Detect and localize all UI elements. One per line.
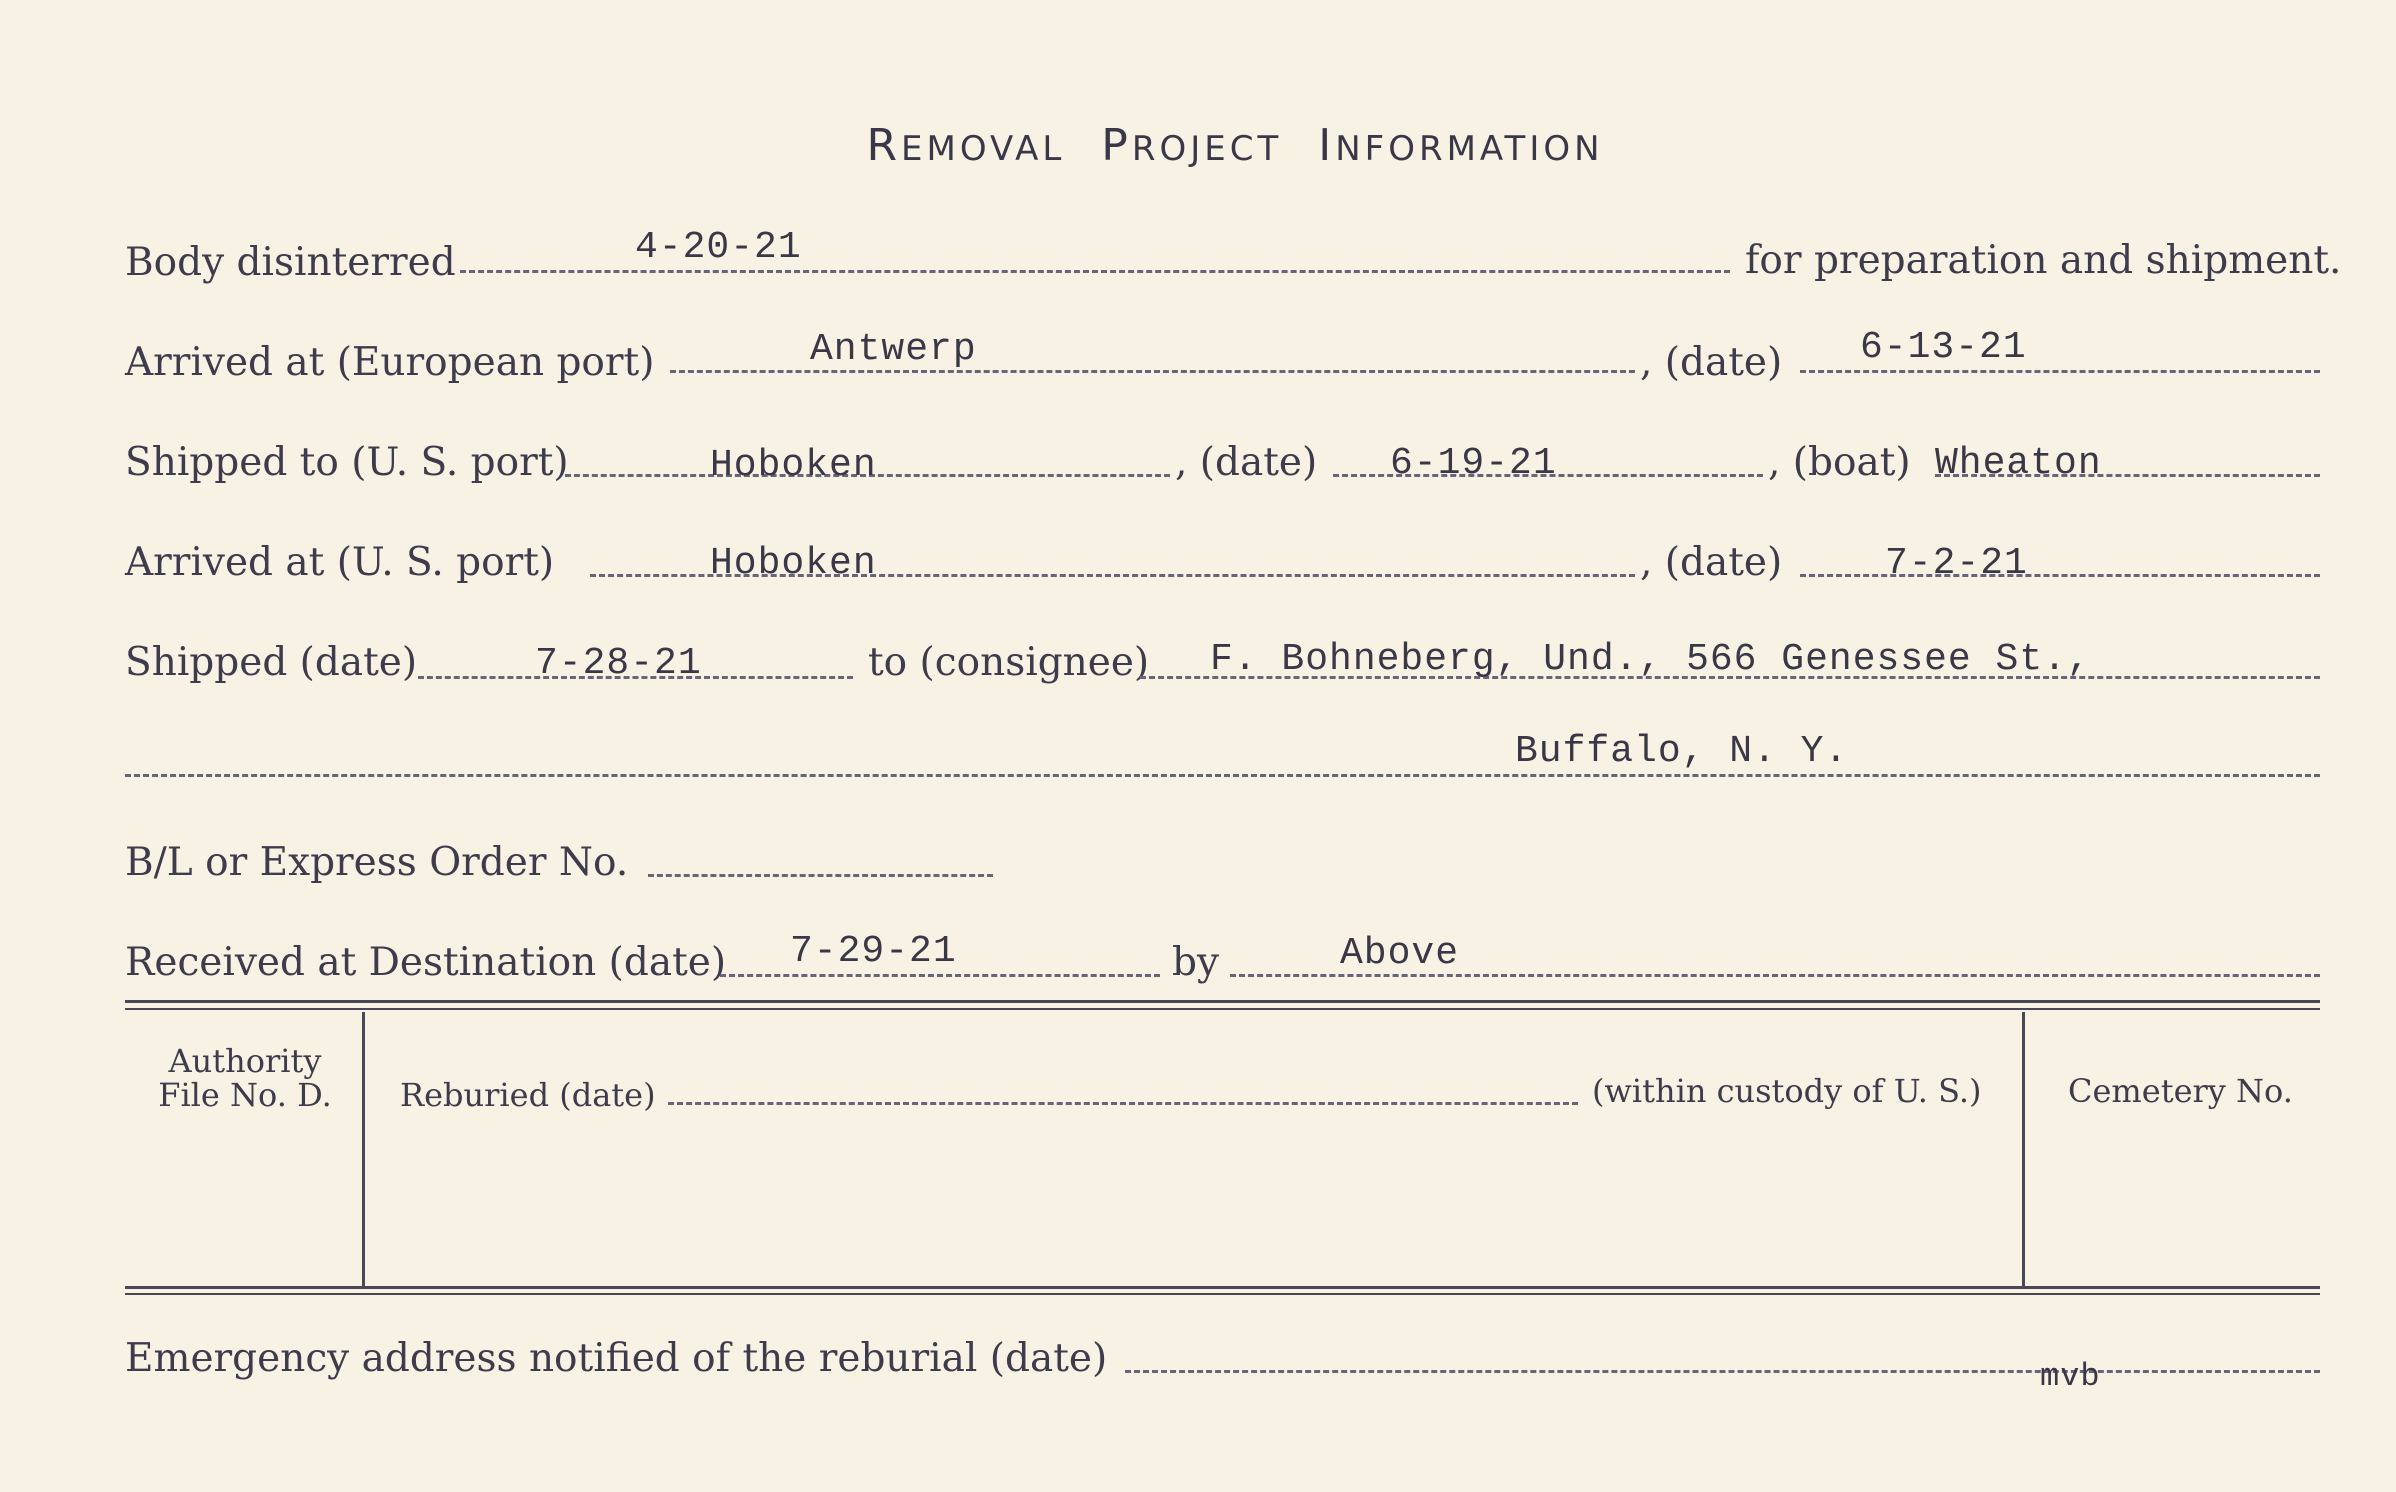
- body-disinterred-date: 4-20-21: [635, 226, 802, 269]
- shipped-date-value: 6-19-21: [1390, 442, 1557, 485]
- european-arrival-date-label: , (date): [1640, 340, 1783, 385]
- us-arrival-date: 7-2-21: [1885, 542, 2028, 585]
- reburied-label: Reburied (date): [400, 1076, 656, 1114]
- consignee-value: F. Bohneberg, Und., 566 Genessee St.,: [1210, 638, 2091, 681]
- box-divider-left: [362, 1012, 365, 1286]
- box-bottom-rule-2: [125, 1293, 2320, 1295]
- european-arrival-date: 6-13-21: [1860, 326, 2027, 369]
- european-arrival-date-line: [1800, 370, 2320, 373]
- received-date-line: [720, 974, 1160, 977]
- us-arrival-date-line: [1800, 574, 2320, 577]
- received-date: 7-29-21: [790, 930, 957, 973]
- custody-label: (within custody of U. S.): [1592, 1072, 1982, 1110]
- emergency-address-label: Emergency address notified of the reburial (date): [125, 1336, 1108, 1381]
- box-bottom-rule-1: [125, 1286, 2320, 1289]
- received-by-label: by: [1172, 940, 1219, 985]
- bl-express-order-line: [648, 874, 993, 877]
- authority-file-label: Authority File No. D.: [158, 1042, 332, 1114]
- boat-label: , (boat): [1768, 440, 1911, 485]
- emergency-date-line: [1125, 1370, 2320, 1373]
- preparation-shipment-label: for preparation and shipment.: [1745, 238, 2342, 283]
- shipped-label: Shipped (date): [125, 640, 418, 685]
- received-by-value: Above: [1340, 932, 1460, 975]
- consignee-label: to (consignee): [868, 640, 1150, 685]
- boat-value: Wheaton: [1935, 442, 2102, 485]
- shipped-to-us-port-value: Hoboken: [710, 444, 877, 487]
- box-top-rule-2: [125, 1008, 2320, 1010]
- arrived-us-port-value: Hoboken: [710, 542, 877, 585]
- reburied-line: [668, 1102, 1578, 1105]
- consignee-city: Buffalo, N. Y.: [1515, 730, 1849, 773]
- arrived-european-port-label: Arrived at (European port): [125, 340, 655, 385]
- us-arrival-date-label: , (date): [1640, 540, 1783, 585]
- received-destination-label: Received at Destination (date): [125, 940, 727, 985]
- body-disinterred-line: [460, 270, 1730, 273]
- european-port-value: Antwerp: [810, 328, 977, 371]
- shipped-date-label: , (date): [1175, 440, 1318, 485]
- body-disinterred-label: Body disinterred: [125, 240, 456, 285]
- cemetery-no-label: Cemetery No.: [2068, 1072, 2293, 1110]
- consignee-line-2: [125, 774, 2320, 777]
- box-divider-right: [2022, 1012, 2025, 1286]
- shipped-to-us-port-label: Shipped to (U. S. port): [125, 440, 569, 485]
- card-title: REMOVAL PROJECT INFORMATION: [866, 120, 1604, 171]
- arrived-us-port-label: Arrived at (U. S. port): [125, 540, 555, 585]
- shipped-value: 7-28-21: [535, 642, 702, 685]
- box-top-rule-1: [125, 1000, 2320, 1003]
- clerk-initials: mvb: [2040, 1358, 2101, 1395]
- bl-express-order-label: B/L or Express Order No.: [125, 840, 629, 885]
